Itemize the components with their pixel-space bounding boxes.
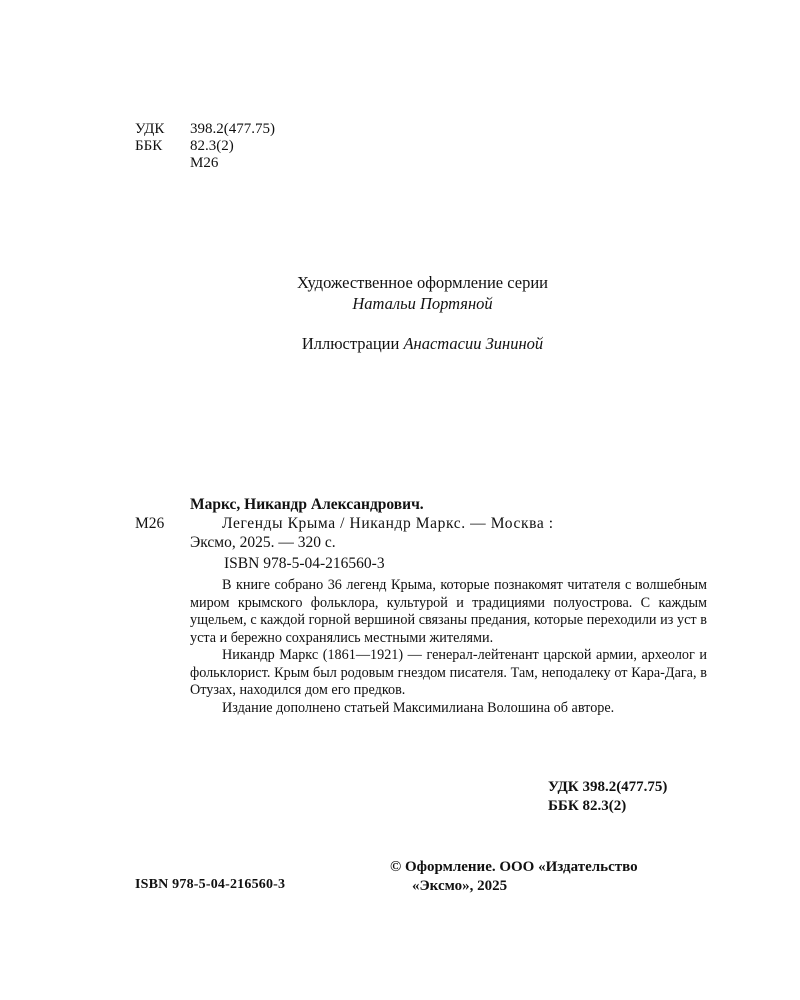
udk-row xyxy=(135,121,275,138)
bbk-label: ББК xyxy=(135,138,163,154)
bbk-row xyxy=(135,138,275,155)
illustrations-credit xyxy=(0,333,800,354)
author-heading: Маркс, Никандр Александрович. xyxy=(190,496,424,513)
udk-label: УДК xyxy=(135,121,165,137)
copyright-notice xyxy=(390,858,710,896)
annotation xyxy=(190,577,707,717)
series-design-line: Художественное оформление серии xyxy=(297,273,548,292)
title-line-1: Легенды Крыма / Никандр Маркс. — Москва : xyxy=(222,515,554,532)
annotation-paragraph: В книге собрано 36 легенд Крыма, которые познакомят читателя с волшебным миром крымского фольклора, культурой и традициями полуострова. С каждым ущельем, с каждой горной вершиной связаны предания, которые переходили из уст в уста и бережно сохранялись местными жителями. xyxy=(190,577,707,646)
udk-bold: УДК 398.2(477.75) xyxy=(548,779,668,795)
bibliographic-record xyxy=(135,495,707,717)
copyright-line-2: «Эксмо», 2025 xyxy=(412,878,508,894)
classification-block xyxy=(135,121,275,172)
illustrations-label: Иллюстрации xyxy=(301,334,400,353)
title-line-2: Эксмо, 2025. — 320 с. xyxy=(190,534,336,551)
bbk-value: 82.3(2) xyxy=(190,138,234,154)
cutter-row xyxy=(135,155,275,172)
copyright-line-1: © Оформление. ООО «Издательство xyxy=(390,859,638,875)
classification-codes-bold xyxy=(548,778,667,816)
footer-isbn: ISBN 978-5-04-216560-3 xyxy=(135,877,286,892)
udk-value: 398.2(477.75) xyxy=(190,121,275,137)
annotation-paragraph: Никандр Маркс (1861—1921) — генерал-лейтенант царской армии, археолог и фольклорист. Крым был родовым гнездом писателя. Там, неподалеку от Кара-Дага, в Отузах, находился дом его предков. xyxy=(190,647,707,698)
annotation-paragraph: Издание дополнено статьей Максимилиана Волошина об авторе. xyxy=(222,699,615,716)
illustrator-name: Анастасии Зининой xyxy=(403,334,544,353)
record-isbn: ISBN 978-5-04-216560-3 xyxy=(224,555,385,572)
series-design-credit xyxy=(0,272,800,314)
bbk-bold: ББК 82.3(2) xyxy=(548,798,627,814)
record-cutter: М26 xyxy=(135,515,165,532)
series-designer-name: Натальи Портяной xyxy=(352,294,493,313)
cutter-code: М26 xyxy=(190,155,219,171)
